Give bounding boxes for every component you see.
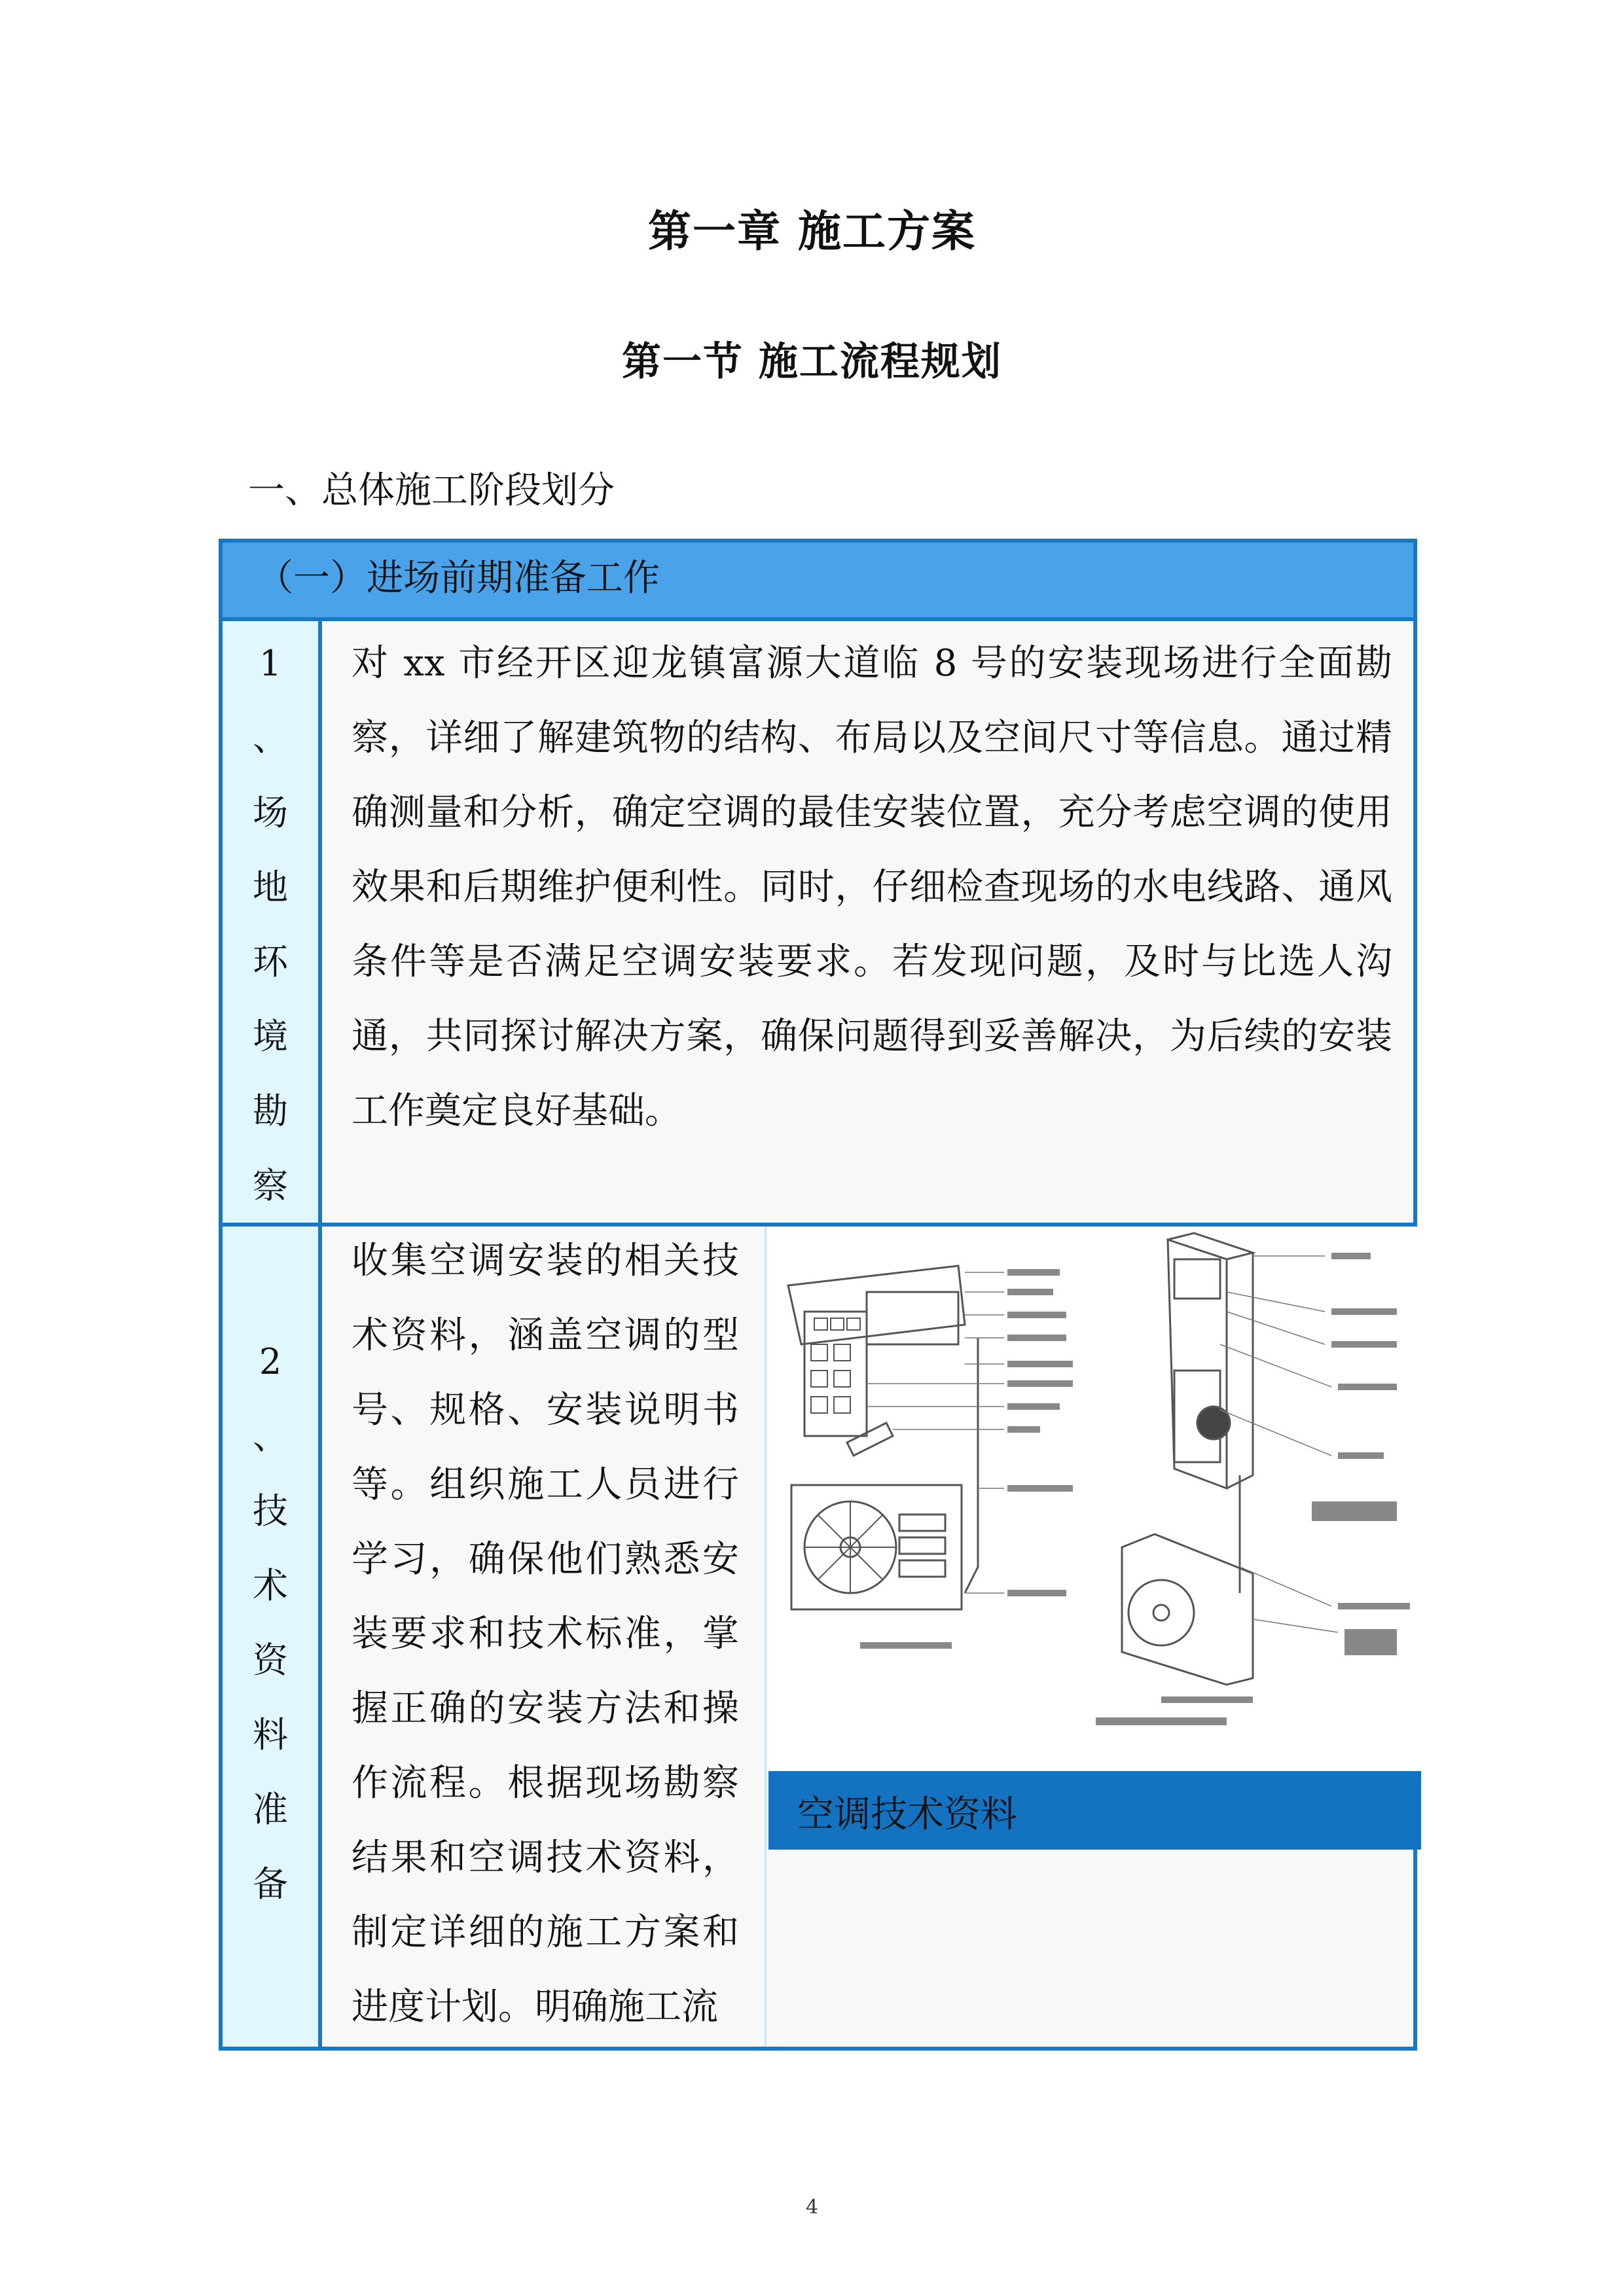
air-conditioner-diagram [768,1227,1421,1771]
table-row [223,621,1413,1227]
table-header-text: （一）进场前期准备工作 [257,557,660,600]
row-label-cell [223,1227,322,2047]
subsection-title: 一、总体施工阶段划分 [248,469,615,512]
row-label: 2 、 技 术 资 料 准 备 [253,1341,288,1905]
row-text: 对 xx 市经开区迎龙镇富源大道临 8 号的安装现场进行全面勘察，详细了解建筑物的结构、布局以及空间尺寸等信息。通过精确测量和分析，确定空调的最佳安装位置，充分考虑空调的使用效果和后期维护便利性。同时，仔细检查现场的水电线路、通风条件等是否满足空调安装要求。若发现问题，及时与比选人沟通，共同探讨解决方案，确保问题得到妥善解决，为后续的安装工作奠定良好基础。 [352,642,1392,1132]
chapter-title: 第一章 施工方案 [648,206,976,257]
page-number: 4 [805,2196,819,2219]
row-label-cell [223,621,322,1223]
stage-table [219,539,1417,2051]
image-caption-bar [768,1771,1421,1850]
column-divider [765,1227,767,2047]
section-title: 第一节 施工流程规划 [622,339,1002,385]
row-label: 1 、 场 地 环 境 勘 察 [253,643,288,1206]
table-header [223,543,1413,621]
image-caption: 空调技术资料 [797,1793,1017,1836]
row-text: 收集空调安装的相关技术资料，涵盖空调的型号、规格、安装说明书等。组织施工人员进行学习，确保他们熟悉安装要求和技术标准，掌握正确的安装方法和操作流程。根据现场勘察结果和空调技术资料，制定详细的施工方案和进度计划。明确施工流 [352,1240,739,2028]
